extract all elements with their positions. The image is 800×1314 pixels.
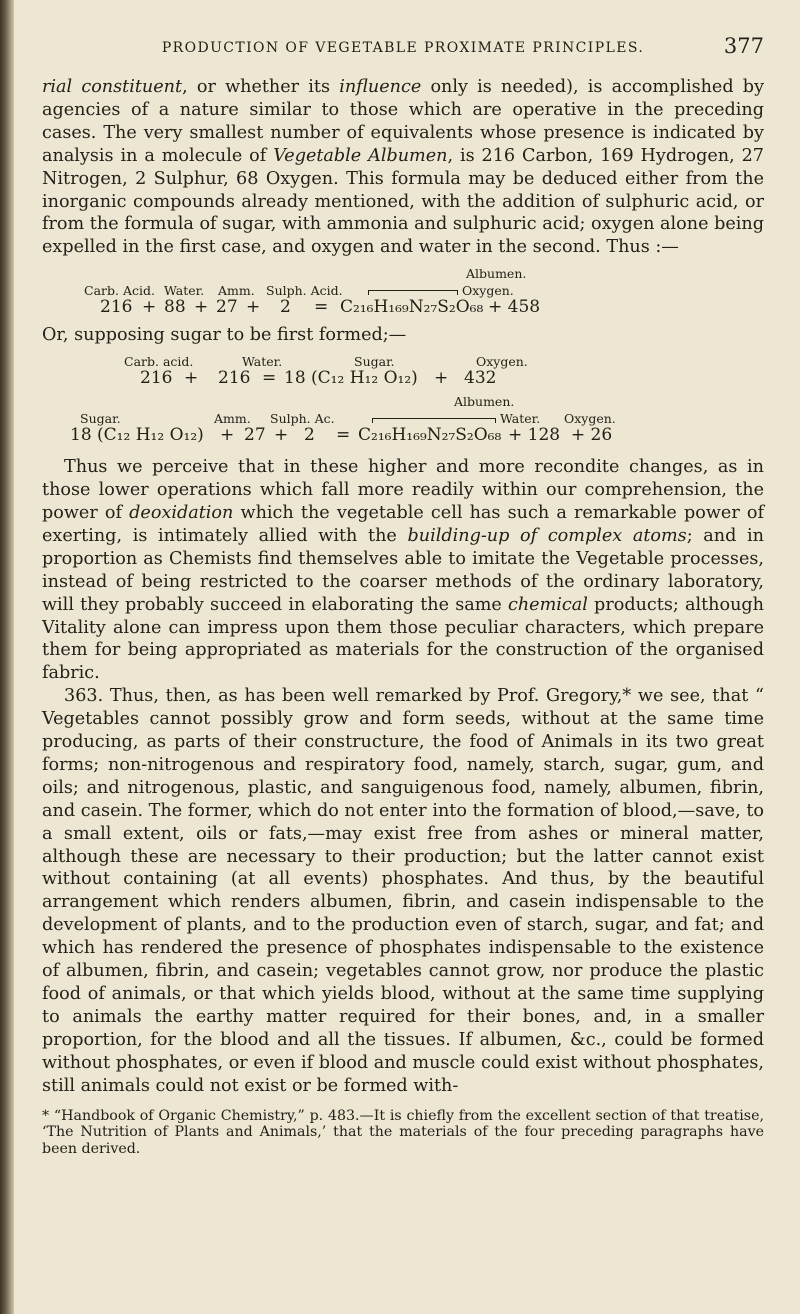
sugar-label: Sugar. [354,354,395,370]
sugar-formula: 18 (C₁₂ H₁₂ O₁₂) [70,425,204,446]
oxygen-label: Oxygen. [564,411,616,427]
albumen-brace [364,290,462,295]
plus-sign: + [184,368,199,389]
water-label: Water. [164,283,205,299]
paragraph-albumen-intro [42,76,764,259]
emphasis-deoxidation: deoxidation [129,502,234,523]
equals-sign: = [336,425,351,446]
sugar-label: Sugar. [80,411,121,427]
water-oxygen-values: + 128 + 26 [508,425,613,446]
text-run: only is needed), is accomplished by agencies of a nature similar to those which are operative in the preceding cases. The very smallest number of equivalents whose presence is indicated by analysis in a molecule of [42,77,765,166]
albumen-label: Albumen. [466,266,527,282]
value-2: 2 [304,425,315,446]
emphasis-building-up: building-up of complex atoms [407,525,687,546]
value-27: 27 [216,297,238,318]
text-run: , or whether its [182,77,340,97]
sulph-ac-label: Sulph. Ac. [270,411,335,427]
book-page [42,34,765,1290]
text-run: Thus we perceive that in these higher and more recondite changes, as in those lower operations which fall more readily within our comprehension, the power of [42,457,764,523]
paragraph-deoxidation [42,456,764,685]
emphasis-influence: influence [339,77,422,97]
value-2: 2 [280,297,291,318]
albumen-formula: C₂₁₆H₁₆₉N₂₇S₂O₆₈ [340,297,484,318]
albumen-brace [368,418,500,423]
emphasis-rial-constituent: rial constituent [42,77,183,97]
text-run: ; and in proportion as Chemists find themselves able to imitate the Vegetable processes, instead of being restricted to the coarser methods of the ordinary laboratory, will they probably succeed in elaborating the same [42,525,765,615]
albumen-formula: C₂₁₆H₁₆₉N₂₇S₂O₆₈ [358,425,502,446]
page-header [42,34,764,76]
emphasis-chemical: chemical [508,594,588,615]
carb-acid-label: Carb. Acid. [84,283,155,299]
plus-sign: + [246,297,261,318]
equation-sugar-formed [42,353,764,387]
oxygen-label: Oxygen. [476,354,528,370]
carb-acid-label: Carb. acid. [124,354,194,370]
ammonia-label: Amm. [214,411,251,427]
water-label: Water. [500,411,541,427]
plus-sign: + [220,425,235,446]
oxygen-label: Oxygen. [462,283,514,299]
equation-albumen-from-inorganic [42,265,764,316]
paragraph-supposing-sugar: Or, supposing sugar to be first formed;— [42,325,407,346]
oxygen-value: + 458 [488,297,541,318]
water-label: Water. [242,354,283,370]
plus-sign: + [274,425,289,446]
page-number: 377 [723,34,764,58]
text-run: products; although Vitality alone can impress upon them those peculiar characters, which prepare them for being appropriated as materials for the construction of the organised fabric. [42,594,764,684]
equals-sign: = [314,297,329,318]
sugar-formula: 18 (C₁₂ H₁₂ O₁₂) [284,368,418,389]
equation-albumen-from-sugar [42,393,764,444]
paragraph-363-gregory: 363. Thus, then, as has been well remarked by Prof. Gregory,* we see, that “ Vegetables cannot possibly grow and form seeds, without at the same time producing, as parts of their constructure, the food of Animals in its two great forms; non-nitrogenous and respiratory food, namely, starch, sugar, gum, and oils; and nitrogenous, plastic, and sanguigenous food, namely, albumen, fibrin, and casein. The former, which do not enter into the formation of blood,—save, to a small extent, oils or fats,—may exist free from ashes or mineral matter, although these are necessary to their production; but the latter cannot exist without containing (at all events) phosphates. And thus, by the beautiful arrangement which renders albumen, fibrin, and casein indispensable to the development of plants, and to the production even of starch, sugar, and fat; and which has rendered the presence of phosphates indispensable to the existence of albumen, fibrin, and casein; vegetables cannot grow, nor produce the plastic food of animals, or that which yields blood, without at the same time supplying to animals the earthy matter required for their bones, and, in a smaller proportion, for the blood and all the tissues. If albumen, &c., could be formed without phosphates, or even if blood and muscle could exist without phosphates, still animals could not exist or be formed with- [42,686,764,1096]
value-432: 432 [464,368,497,389]
plus-sign: + [434,368,449,389]
value-216: 216 [100,297,133,318]
emphasis-vegetable-albumen: Vegetable Albumen [273,145,448,166]
value-216: 216 [140,368,173,389]
value-216: 216 [218,368,251,389]
equals-sign: = [262,368,277,389]
footnote: * “Handbook of Organic Chemistry,” p. 483.—It is chiefly from the excellent section of that treatise, ‘The Nutrition of Plants and Animals,’ that the materials of the four preceding paragraphs have been derived. [42,1107,764,1158]
plus-sign: + [142,297,157,318]
ammonia-label: Amm. [218,283,255,299]
value-27: 27 [244,425,266,446]
text-run: , is 216 Carbon, 169 Hydrogen, 27 Nitrogen, 2 Sulphur, 68 Oxygen. This formula may be deduced either from the inorganic compounds already mentioned, with the addition of sulphuric acid, or from the formula of sugar, with ammonia and sulphuric acid; oxygen alone being expelled in the first case, and oxygen and water in the second. Thus :— [42,145,764,258]
text-run: which the vegetable cell has such a remarkable power of exerting, is intimately allied with the [42,502,764,546]
sulph-acid-label: Sulph. Acid. [266,283,343,299]
value-88: 88 [164,297,186,318]
book-binding-edge [0,0,14,1314]
plus-sign: + [194,297,209,318]
running-title: PRODUCTION OF VEGETABLE PROXIMATE PRINCIPLES. [161,40,645,56]
albumen-label: Albumen. [454,394,515,410]
